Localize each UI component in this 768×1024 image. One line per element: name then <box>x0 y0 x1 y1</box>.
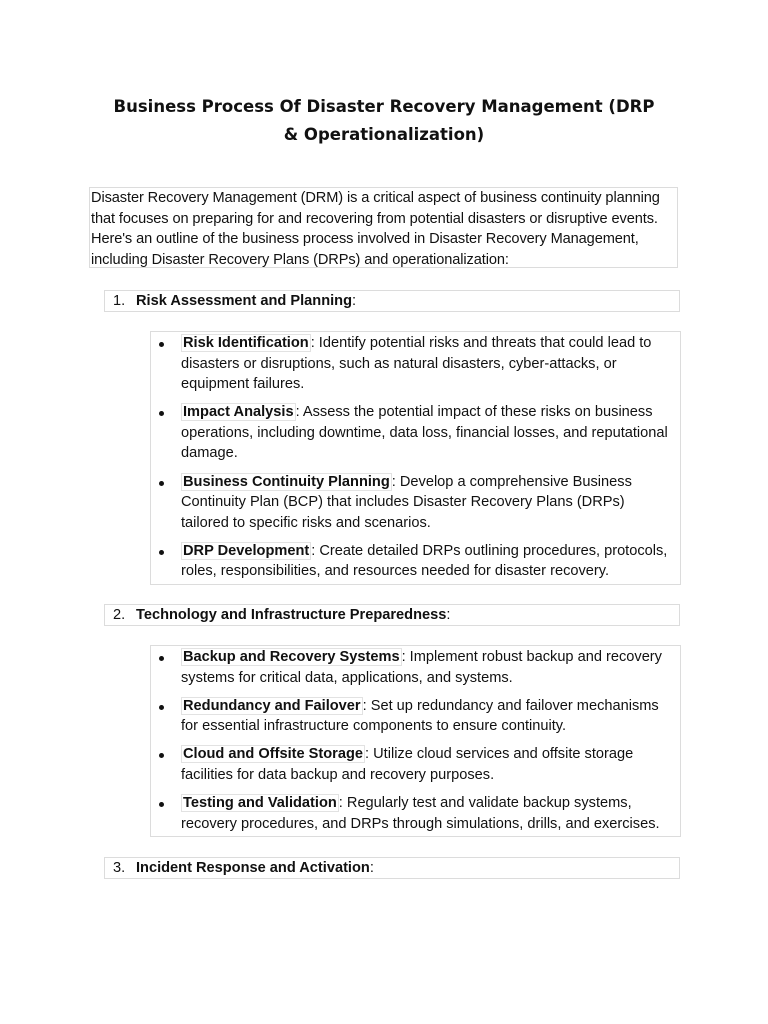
list-item-text: : Set up redundancy and failover mechanisms for essential infrastructure components to ensure continuity. <box>181 697 659 735</box>
intro-paragraph: Disaster Recovery Management (DRM) is a critical aspect of business continuity planning that focuses on preparing for and recovering from potential disasters or disruptive events. Here's an outline of the business process involved in Disaster Recovery Management, including Disaster Recovery Plans (DRPs) and operationalization: <box>89 187 678 268</box>
list-item-term: DRP Development <box>183 542 310 559</box>
section-number: 2. <box>113 607 126 623</box>
list-item-term: Backup and Recovery Systems <box>183 649 400 665</box>
bullet-icon <box>159 550 164 555</box>
bullet-icon <box>159 656 164 661</box>
bullet-icon <box>159 753 164 758</box>
list-item <box>151 793 680 834</box>
list-item-text: : Implement robust backup and recovery systems for critical data, applications, and systems. <box>181 649 662 686</box>
list-item-term: Risk Identification <box>183 335 309 351</box>
list-item-term: Testing and Validation <box>183 795 337 812</box>
list-item-term: Business Continuity Planning <box>183 473 390 490</box>
section-heading-text: Incident Response and Activation <box>136 860 370 876</box>
list-item <box>151 333 680 395</box>
bullet-list-2 <box>150 645 681 837</box>
list-item <box>151 402 680 464</box>
section-heading-text: Technology and Infrastructure Preparedness <box>136 607 447 623</box>
list-item <box>151 472 680 534</box>
section-heading-label <box>136 858 374 878</box>
bullet-icon <box>159 705 164 710</box>
section-heading-text: Risk Assessment and Planning <box>136 293 352 309</box>
list-item-text: : Assess the potential impact of these risks on business operations, including downtime, data loss, financial losses, and reputational damage. <box>181 404 668 462</box>
list-item-term: Redundancy and Failover <box>183 697 361 714</box>
page-title: Business Process Of Disaster Recovery Management (DRP & Operationalization) <box>113 97 655 144</box>
section-heading-colon: : <box>352 293 357 309</box>
bullet-icon <box>159 342 164 347</box>
list-item <box>151 541 680 582</box>
bullet-icon <box>159 411 164 416</box>
section-heading-colon: : <box>446 607 451 623</box>
section-heading-2 <box>104 604 680 626</box>
list-item-text: : Identify potential risks and threats that could lead to disasters or disruptions, such as natural disasters, cyber-attacks, or equipment failures. <box>181 335 652 393</box>
list-item <box>151 744 680 785</box>
list-item <box>151 696 680 737</box>
list-item-term: Impact Analysis <box>183 404 294 421</box>
section-heading-colon: : <box>369 860 374 876</box>
list-item-text: : Develop a comprehensive Business Continuity Plan (BCP) that includes Disaster Recovery Plans (DRPs) tailored to specific risks and scenarios. <box>181 473 632 531</box>
section-number: 3. <box>113 860 126 876</box>
list-item-text: : Regularly test and validate backup systems, recovery procedures, and DRPs through simulations, drills, and exercises. <box>181 795 660 832</box>
list-item-term: Cloud and Offsite Storage <box>183 746 363 763</box>
bullet-icon <box>159 802 164 807</box>
bullet-list-1 <box>150 331 681 585</box>
section-heading-label <box>136 605 450 625</box>
bullet-icon <box>159 481 164 486</box>
list-item-text: : Create detailed DRPs outlining procedures, protocols, roles, responsibilities, and resources needed for disaster recovery. <box>181 542 668 580</box>
section-heading-1 <box>104 290 680 312</box>
section-number: 1. <box>113 293 126 309</box>
section-heading-label <box>136 291 356 311</box>
section-heading-3 <box>104 857 680 879</box>
list-item <box>151 647 680 688</box>
list-item-text: : Utilize cloud services and offsite storage facilities for data backup and recovery purposes. <box>181 746 634 783</box>
